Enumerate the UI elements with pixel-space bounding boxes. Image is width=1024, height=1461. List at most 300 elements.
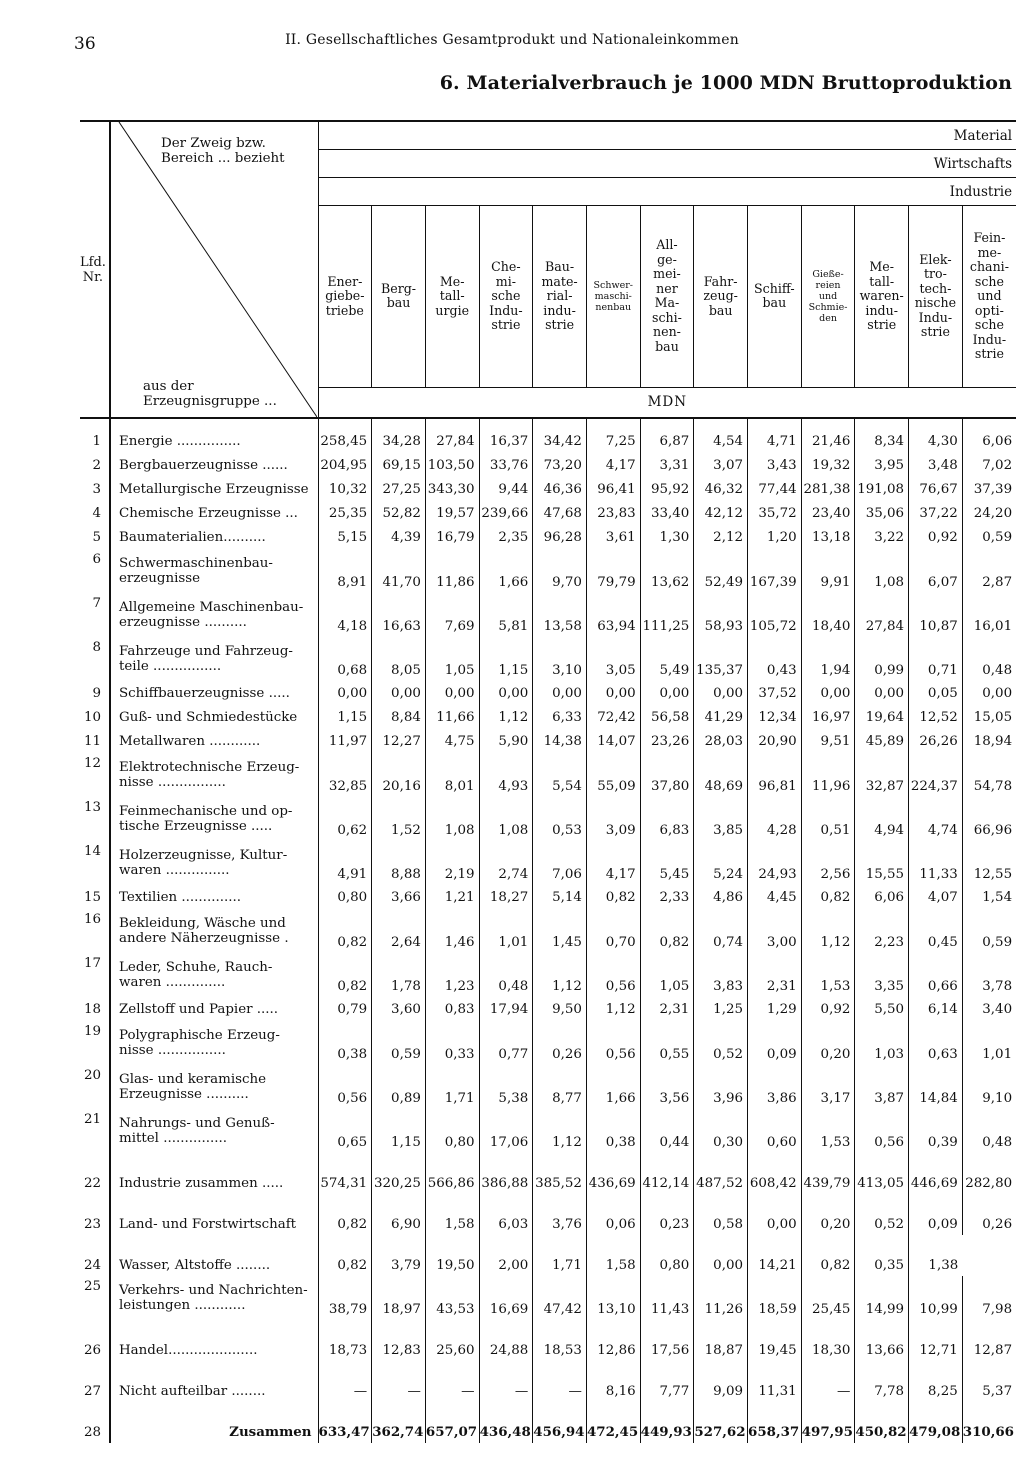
- table-cell: 37,22: [909, 501, 963, 525]
- table-cell: 52,82: [372, 501, 426, 525]
- row-label: Feinmechanische und op- tische Erzeugnisse .....: [110, 797, 318, 841]
- table-cell: 0,48: [962, 637, 1016, 681]
- row-label: Wasser, Altstoffe ........: [110, 1235, 318, 1276]
- column-header: Me- tall- waren- indu- strie: [855, 206, 909, 388]
- table-cell: 16,63: [372, 593, 426, 637]
- table-cell: 15,55: [855, 841, 909, 885]
- table-cell: 4,91: [318, 841, 372, 885]
- table-cell: 14,84: [909, 1065, 963, 1109]
- table-cell: 32,85: [318, 753, 372, 797]
- row-label: Nicht aufteilbar ........: [110, 1361, 318, 1402]
- table-cell: 450,82: [855, 1402, 909, 1443]
- table-cell: 14,21: [748, 1235, 802, 1276]
- table-cell: 0,80: [640, 1235, 694, 1276]
- table-cell: 69,15: [372, 453, 426, 477]
- table-cell: 5,54: [533, 753, 587, 797]
- table-cell: —: [533, 1361, 587, 1402]
- table-cell: 8,91: [318, 549, 372, 593]
- table-cell: 0,00: [318, 681, 372, 705]
- table-cell: 527,62: [694, 1402, 748, 1443]
- table-cell: 13,62: [640, 549, 694, 593]
- table-cell: 2,23: [855, 909, 909, 953]
- table-cell: 16,69: [479, 1276, 533, 1320]
- table-cell: 608,42: [748, 1153, 802, 1194]
- row-number: 13: [83, 800, 101, 815]
- table-cell: 9,70: [533, 549, 587, 593]
- table-cell: 4,74: [909, 797, 963, 841]
- row-label: Glas- und keramische Erzeugnisse ..........: [110, 1065, 318, 1109]
- table-cell: 0,43: [748, 637, 802, 681]
- table-row: [80, 1276, 1016, 1320]
- row-label: Energie ...............: [110, 418, 318, 453]
- table-cell: 320,25: [372, 1153, 426, 1194]
- table-cell: 6,33: [533, 705, 587, 729]
- data-table: [80, 120, 1016, 1443]
- table-cell: 1,78: [372, 953, 426, 997]
- table-cell: 1,05: [425, 637, 479, 681]
- table-cell: 1,66: [479, 549, 533, 593]
- table-cell: 362,74: [372, 1402, 426, 1443]
- table-cell: 3,40: [962, 997, 1016, 1021]
- table-cell: 96,28: [533, 525, 587, 549]
- row-number: 14: [83, 844, 101, 859]
- table-cell: 11,96: [801, 753, 855, 797]
- table-cell: 4,45: [748, 885, 802, 909]
- column-header: Me- tall- urgie: [425, 206, 479, 388]
- row-number: 18: [83, 1001, 101, 1017]
- table-cell: 657,07: [425, 1402, 479, 1443]
- table-cell: 3,00: [748, 909, 802, 953]
- row-label: Leder, Schuhe, Rauch- waren ..............: [110, 953, 318, 997]
- table-cell: 18,97: [372, 1276, 426, 1320]
- table-cell: 1,58: [586, 1235, 640, 1276]
- row-label: Chemische Erzeugnisse ...: [110, 501, 318, 525]
- column-header: Ener- giebe- triebe: [318, 206, 372, 388]
- table-cell: 9,51: [801, 729, 855, 753]
- table-cell: 73,20: [533, 453, 587, 477]
- table-cell: 412,14: [640, 1153, 694, 1194]
- table-cell: 27,84: [425, 418, 479, 453]
- table-cell: 0,68: [318, 637, 372, 681]
- row-label: Verkehrs- und Nachrichten- leistungen ............: [110, 1276, 318, 1320]
- table-row: [80, 841, 1016, 885]
- table-cell: 45,89: [855, 729, 909, 753]
- table-cell: 2,00: [479, 1235, 533, 1276]
- table-cell: 47,68: [533, 501, 587, 525]
- row-number: 25: [83, 1279, 101, 1294]
- table-row: [80, 1109, 1016, 1153]
- table-cell: 0,00: [479, 681, 533, 705]
- table-cell: 5,49: [640, 637, 694, 681]
- row-label: Industrie zusammen .....: [110, 1153, 318, 1194]
- table-cell: 0,92: [801, 997, 855, 1021]
- table-cell: 7,78: [855, 1361, 909, 1402]
- row-number: 3: [92, 481, 101, 497]
- table-cell: 24,88: [479, 1320, 533, 1361]
- table-cell: 5,38: [479, 1065, 533, 1109]
- table-cell: 0,56: [318, 1065, 372, 1109]
- table-row: [80, 477, 1016, 501]
- table-row: [80, 453, 1016, 477]
- table-cell: 282,80: [962, 1153, 1016, 1194]
- table-cell: 0,38: [586, 1109, 640, 1153]
- table-cell: 46,36: [533, 477, 587, 501]
- table-cell: 16,01: [962, 593, 1016, 637]
- table-cell: 4,86: [694, 885, 748, 909]
- table-cell: 2,64: [372, 909, 426, 953]
- column-header: Schiff- bau: [748, 206, 802, 388]
- table-cell: 1,08: [855, 549, 909, 593]
- column-header: Fein- me- chani- sche und opti- sche Indu- strie: [962, 206, 1016, 388]
- table-cell: 9,44: [479, 477, 533, 501]
- table-cell: 0,00: [586, 681, 640, 705]
- table-cell: 3,09: [586, 797, 640, 841]
- table-cell: 0,63: [909, 1021, 963, 1065]
- table-cell: 1,30: [640, 525, 694, 549]
- table-cell: 0,82: [318, 953, 372, 997]
- table-cell: 0,00: [425, 681, 479, 705]
- table-cell: 1,15: [479, 637, 533, 681]
- table-cell: 3,83: [694, 953, 748, 997]
- table-cell: 2,31: [748, 953, 802, 997]
- table-cell: 0,55: [640, 1021, 694, 1065]
- table-cell: 8,16: [586, 1361, 640, 1402]
- table-cell: 566,86: [425, 1153, 479, 1194]
- row-number: 23: [83, 1217, 101, 1232]
- table-cell: 0,80: [318, 885, 372, 909]
- row-label: Schwermaschinenbau- erzeugnisse: [110, 549, 318, 593]
- table-cell: 574,31: [318, 1153, 372, 1194]
- table-cell: 0,00: [801, 681, 855, 705]
- table-cell: 0,59: [962, 909, 1016, 953]
- table-row: [80, 997, 1016, 1021]
- table-cell: 1,66: [586, 1065, 640, 1109]
- table-cell: 0,62: [318, 797, 372, 841]
- table-cell: 4,17: [586, 453, 640, 477]
- table-row: [80, 1402, 1016, 1443]
- table-cell: 0,00: [533, 681, 587, 705]
- table-row: [80, 885, 1016, 909]
- table-cell: 0,39: [909, 1109, 963, 1153]
- table-cell: 8,01: [425, 753, 479, 797]
- table-cell: 34,28: [372, 418, 426, 453]
- row-number: 5: [92, 529, 101, 545]
- row-label: Bergbauerzeugnisse ......: [110, 453, 318, 477]
- table-cell: 18,30: [801, 1320, 855, 1361]
- row-number: 17: [83, 956, 101, 971]
- table-cell: 449,93: [640, 1402, 694, 1443]
- table-cell: 0,06: [586, 1194, 640, 1235]
- table-cell: 52,49: [694, 549, 748, 593]
- table-cell: 18,27: [479, 885, 533, 909]
- table-cell: 413,05: [855, 1153, 909, 1194]
- table-cell: 4,18: [318, 593, 372, 637]
- table-cell: 1,15: [318, 705, 372, 729]
- table-cell: 4,54: [694, 418, 748, 453]
- table-title: 6. Materialverbrauch je 1000 MDN Bruttoproduktion: [439, 72, 1012, 94]
- row-number: 6: [92, 552, 101, 567]
- table-cell: 7,06: [533, 841, 587, 885]
- table-cell: 0,79: [318, 997, 372, 1021]
- table-cell: 8,25: [909, 1361, 963, 1402]
- table-cell: 55,09: [586, 753, 640, 797]
- table-cell: 0,56: [586, 1021, 640, 1065]
- row-label: Allgemeine Maschinenbau- erzeugnisse ..........: [110, 593, 318, 637]
- table-cell: 48,69: [694, 753, 748, 797]
- table-cell: 281,38: [801, 477, 855, 501]
- table-cell: 0,59: [372, 1021, 426, 1065]
- table-cell: 27,84: [855, 593, 909, 637]
- table-cell: 0,26: [962, 1194, 1016, 1235]
- table-cell: 5,37: [962, 1361, 1016, 1402]
- table-cell: 204,95: [318, 453, 372, 477]
- table-cell: 0,60: [748, 1109, 802, 1153]
- table-cell: 12,86: [586, 1320, 640, 1361]
- table-cell: 3,66: [372, 885, 426, 909]
- table-cell: 3,86: [748, 1065, 802, 1109]
- table-cell: 72,42: [586, 705, 640, 729]
- table-cell: 3,05: [586, 637, 640, 681]
- row-number: 9: [92, 685, 101, 701]
- table-row: [80, 1320, 1016, 1361]
- table-cell: 23,83: [586, 501, 640, 525]
- table-cell: 18,87: [694, 1320, 748, 1361]
- table-cell: 446,69: [909, 1153, 963, 1194]
- table-cell: 17,94: [479, 997, 533, 1021]
- table-cell: 95,92: [640, 477, 694, 501]
- table-cell: 258,45: [318, 418, 372, 453]
- table-cell: 3,87: [855, 1065, 909, 1109]
- row-label: Zellstoff und Papier .....: [110, 997, 318, 1021]
- table-cell: 4,17: [586, 841, 640, 885]
- table-cell: 14,38: [533, 729, 587, 753]
- table-cell: 3,56: [640, 1065, 694, 1109]
- table-cell: 0,35: [855, 1235, 909, 1276]
- table-cell: 26,26: [909, 729, 963, 753]
- table-cell: 9,09: [694, 1361, 748, 1402]
- diagonal-bottom-text: aus der Erzeugnisgruppe ...: [143, 379, 277, 409]
- unit-label: MDN: [318, 387, 1016, 418]
- table-cell: 0,59: [962, 525, 1016, 549]
- table-cell: 111,25: [640, 593, 694, 637]
- table-cell: 0,30: [694, 1109, 748, 1153]
- table-row: [80, 681, 1016, 705]
- table-cell: 19,64: [855, 705, 909, 729]
- table-cell: 0,26: [533, 1021, 587, 1065]
- table-cell: 0,33: [425, 1021, 479, 1065]
- table-cell: 7,25: [586, 418, 640, 453]
- table-cell: 3,61: [586, 525, 640, 549]
- diagonal-header-cell: [110, 121, 318, 418]
- table-row: [80, 753, 1016, 797]
- column-header: Elek- tro- tech- nische Indu- strie: [909, 206, 963, 388]
- table-cell: 472,45: [586, 1402, 640, 1443]
- table-cell: 3,10: [533, 637, 587, 681]
- row-number: 27: [83, 1384, 101, 1399]
- table-cell: 633,47: [318, 1402, 372, 1443]
- table-cell: 27,25: [372, 477, 426, 501]
- table-cell: 21,46: [801, 418, 855, 453]
- table-cell: 25,45: [801, 1276, 855, 1320]
- table-cell: 11,33: [909, 841, 963, 885]
- table-cell: 9,50: [533, 997, 587, 1021]
- table-row: [80, 1194, 1016, 1235]
- table-cell: 6,07: [909, 549, 963, 593]
- table-cell: 3,17: [801, 1065, 855, 1109]
- table-cell: 11,43: [640, 1276, 694, 1320]
- group-material: Material: [318, 121, 1016, 150]
- table-cell: 47,42: [533, 1276, 587, 1320]
- table-cell: 0,00: [855, 681, 909, 705]
- table-cell: 14,07: [586, 729, 640, 753]
- table-cell: 1,71: [533, 1235, 587, 1276]
- row-number: 21: [83, 1112, 101, 1127]
- table-cell: 0,38: [318, 1021, 372, 1065]
- table-cell: 13,66: [855, 1320, 909, 1361]
- table-cell: 2,35: [479, 525, 533, 549]
- table-cell: 487,52: [694, 1153, 748, 1194]
- table-cell: 0,00: [372, 681, 426, 705]
- table-cell: 33,76: [479, 453, 533, 477]
- table-cell: 343,30: [425, 477, 479, 501]
- table-cell: 7,77: [640, 1361, 694, 1402]
- table-cell: 6,87: [640, 418, 694, 453]
- table-cell: 2,31: [640, 997, 694, 1021]
- table-cell: 16,97: [801, 705, 855, 729]
- table-cell: 3,35: [855, 953, 909, 997]
- row-label: Bekleidung, Wäsche und andere Näherzeugnisse .: [110, 909, 318, 953]
- row-number: 28: [83, 1425, 101, 1440]
- table-cell: 167,39: [748, 549, 802, 593]
- table-body: [80, 418, 1016, 1443]
- table-cell: 436,48: [479, 1402, 533, 1443]
- table-cell: 1,21: [425, 885, 479, 909]
- table-cell: 54,78: [962, 753, 1016, 797]
- table-cell: 224,37: [909, 753, 963, 797]
- table-cell: 3,43: [748, 453, 802, 477]
- table-cell: 1,53: [801, 1109, 855, 1153]
- table-cell: 9,91: [801, 549, 855, 593]
- row-number: 7: [92, 596, 101, 611]
- table-cell: 1,94: [801, 637, 855, 681]
- table-cell: 4,94: [855, 797, 909, 841]
- table-cell: 0,20: [801, 1021, 855, 1065]
- table-cell: 7,69: [425, 593, 479, 637]
- table-cell: 1,20: [748, 525, 802, 549]
- table-cell: 12,83: [372, 1320, 426, 1361]
- table-cell: 6,14: [909, 997, 963, 1021]
- row-label: Handel.....................: [110, 1320, 318, 1361]
- table-cell: 0,05: [909, 681, 963, 705]
- table-cell: 11,31: [748, 1361, 802, 1402]
- table-cell: 5,81: [479, 593, 533, 637]
- table-row: [80, 705, 1016, 729]
- table-cell: 12,27: [372, 729, 426, 753]
- table-cell: 2,33: [640, 885, 694, 909]
- table-cell: 0,83: [425, 997, 479, 1021]
- table-cell: 32,87: [855, 753, 909, 797]
- row-label: Textilien ..............: [110, 885, 318, 909]
- table-cell: 19,57: [425, 501, 479, 525]
- table-cell: 3,22: [855, 525, 909, 549]
- table-cell: 13,18: [801, 525, 855, 549]
- row-label: Land- und Forstwirtschaft: [110, 1194, 318, 1235]
- table-cell: 0,82: [318, 1194, 372, 1235]
- table-cell: 0,20: [801, 1194, 855, 1235]
- table-cell: 0,92: [909, 525, 963, 549]
- table-cell: 0,70: [586, 909, 640, 953]
- table-cell: 24,93: [748, 841, 802, 885]
- table-cell: 17,56: [640, 1320, 694, 1361]
- table-row: [80, 1065, 1016, 1109]
- table-cell: 0,09: [748, 1021, 802, 1065]
- table-cell: 0,71: [909, 637, 963, 681]
- lfd-nr-header: Lfd. Nr.: [80, 121, 110, 418]
- table-cell: 38,79: [318, 1276, 372, 1320]
- row-number: 11: [83, 733, 101, 749]
- table-header: [80, 121, 1016, 418]
- table-cell: 0,52: [694, 1021, 748, 1065]
- table-cell: 0,48: [479, 953, 533, 997]
- table-cell: 41,70: [372, 549, 426, 593]
- row-number: 22: [83, 1176, 101, 1191]
- table-cell: 2,19: [425, 841, 479, 885]
- table-row: [80, 525, 1016, 549]
- table-cell: 0,82: [801, 885, 855, 909]
- table-cell: 9,10: [962, 1065, 1016, 1109]
- table-cell: 1,58: [425, 1194, 479, 1235]
- table-cell: 12,55: [962, 841, 1016, 885]
- row-number: 10: [83, 709, 101, 725]
- row-number: 4: [92, 505, 101, 521]
- table-cell: 105,72: [748, 593, 802, 637]
- table-cell: 0,89: [372, 1065, 426, 1109]
- table-cell: 436,69: [586, 1153, 640, 1194]
- table-cell: 1,08: [425, 797, 479, 841]
- table-cell: 497,95: [801, 1402, 855, 1443]
- table-cell: 5,50: [855, 997, 909, 1021]
- table-cell: 0,56: [586, 953, 640, 997]
- table-cell: 7,02: [962, 453, 1016, 477]
- table-cell: 135,37: [694, 637, 748, 681]
- table-cell: —: [372, 1361, 426, 1402]
- table-cell: 12,71: [909, 1320, 963, 1361]
- table-cell: 5,90: [479, 729, 533, 753]
- table-row: [80, 637, 1016, 681]
- table-cell: 1,29: [748, 997, 802, 1021]
- column-header: Gieße- reien und Schmie- den: [801, 206, 855, 388]
- table-cell: 41,29: [694, 705, 748, 729]
- table-cell: 37,39: [962, 477, 1016, 501]
- table-cell: 37,80: [640, 753, 694, 797]
- table-cell: 2,12: [694, 525, 748, 549]
- table-cell: 76,67: [909, 477, 963, 501]
- table-cell: 3,85: [694, 797, 748, 841]
- table-cell: 34,42: [533, 418, 587, 453]
- page-number: 36: [74, 34, 96, 54]
- table-cell: 3,78: [962, 953, 1016, 997]
- table-cell: 0,66: [909, 953, 963, 997]
- table-cell: 479,08: [909, 1402, 963, 1443]
- table-cell: 25,60: [425, 1320, 479, 1361]
- row-number: 24: [83, 1258, 101, 1273]
- table-row: [80, 593, 1016, 637]
- column-header: Bau- mate- rial- indu- strie: [533, 206, 587, 388]
- table-cell: 103,50: [425, 453, 479, 477]
- group-industrie: Industrie: [318, 178, 1016, 206]
- table-cell: —: [425, 1361, 479, 1402]
- table-cell: 1,45: [533, 909, 587, 953]
